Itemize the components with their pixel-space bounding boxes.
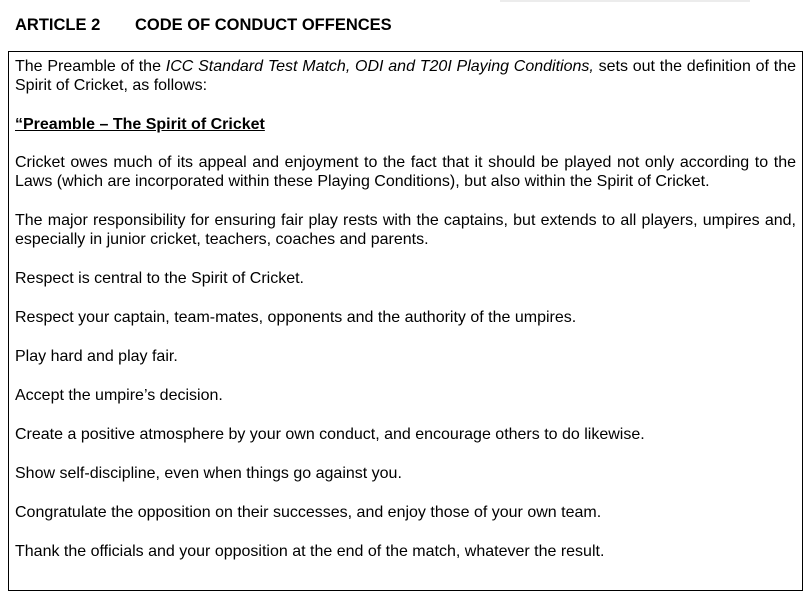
article-heading bbox=[15, 15, 392, 35]
content-box bbox=[8, 51, 803, 591]
playing-conditions-title: ICC Standard Test Match, ODI and T20I Playing Conditions, bbox=[165, 58, 594, 75]
preamble-intro bbox=[15, 57, 796, 95]
paragraph-responsibility: The major responsibility for ensuring fair play rests with the captains, but extends to all players, umpires and, especially in junior cricket, teachers, coaches and parents. bbox=[15, 212, 796, 248]
article-number: ARTICLE 2 bbox=[15, 16, 101, 34]
paragraph-respect-captain: Respect your captain, team-mates, opponents and the authority of the umpires. bbox=[15, 309, 577, 326]
paragraph-thank-officials: Thank the officials and your opposition at the end of the match, whatever the result. bbox=[15, 543, 605, 560]
paragraph-positive-atmosphere: Create a positive atmosphere by your own conduct, and encourage others to do likewise. bbox=[15, 426, 645, 443]
preamble-intro-before: The Preamble of the bbox=[15, 58, 166, 75]
paragraph-play-fair: Play hard and play fair. bbox=[15, 348, 178, 365]
top-edge-shade bbox=[500, 0, 750, 2]
spirit-of-cricket-subheading: “Preamble – The Spirit of Cricket bbox=[15, 116, 265, 133]
paragraph-accept-decision: Accept the umpire’s decision. bbox=[15, 387, 223, 404]
preamble-intro-after: sets out the definition of the Spirit of Cricket, as follows: bbox=[15, 58, 797, 94]
paragraph-appeal: Cricket owes much of its appeal and enjoyment to the fact that it should be played not only according to the Laws (which are incorporated within these Playing Conditions), but also within the Spirit of Cricket. bbox=[15, 154, 796, 190]
paragraph-congratulate: Congratulate the opposition on their successes, and enjoy those of your own team. bbox=[15, 504, 602, 521]
article-title: CODE OF CONDUCT OFFENCES bbox=[135, 16, 392, 34]
paragraph-respect-central: Respect is central to the Spirit of Cricket. bbox=[15, 270, 304, 287]
paragraph-self-discipline: Show self-discipline, even when things go against you. bbox=[15, 465, 402, 482]
